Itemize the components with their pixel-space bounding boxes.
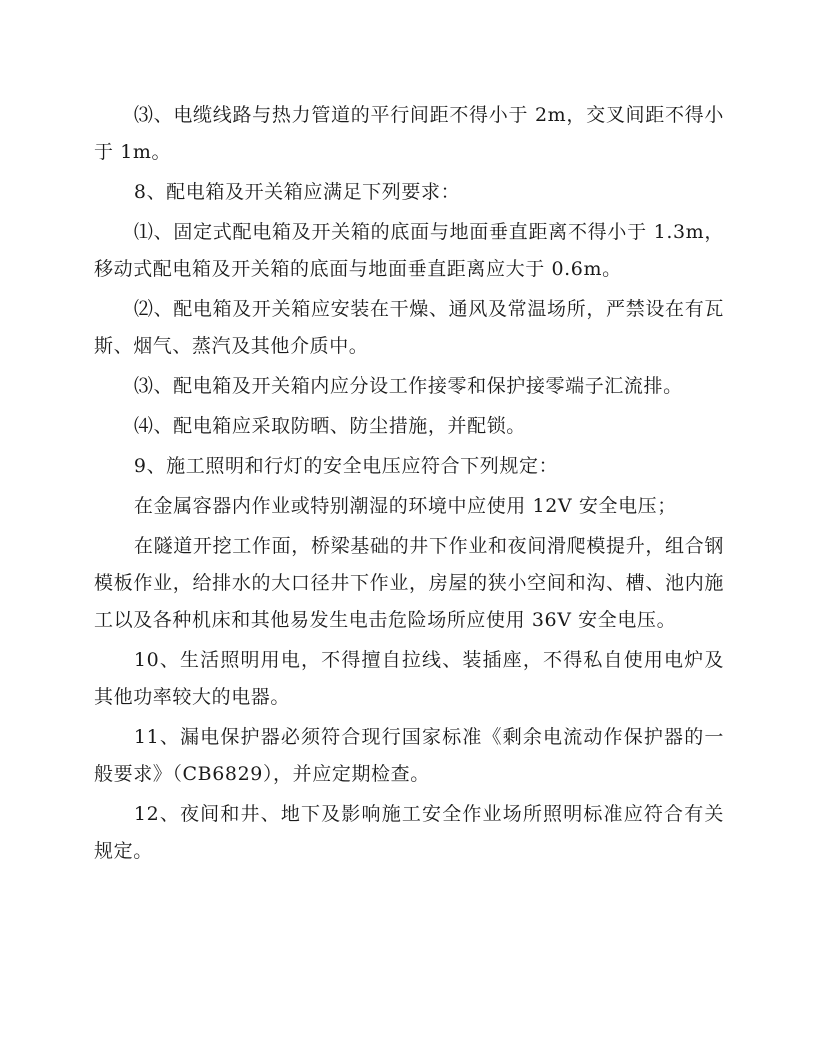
- paragraph-box-height: ⑴、固定式配电箱及开关箱的底面与地面垂直距离不得小于 1.3m，移动式配电箱及开关箱的底面与地面垂直距离应大于 0.6m。: [94, 221, 724, 280]
- paragraph-item-8-heading: 8、配电箱及开关箱应满足下列要求：: [133, 181, 461, 203]
- paragraph-box-location: ⑵、配电箱及开关箱应安装在干燥、通风及常温场所，严禁设在有瓦斯、烟气、蒸汽及其他介质中。: [94, 298, 724, 357]
- paragraph-cable-spacing: ⑶、电缆线路与热力管道的平行间距不得小于 2m，交叉间距不得小于 1m。: [94, 104, 724, 163]
- paragraph-item-9-heading: 9、施工照明和行灯的安全电压应符合下列规定：: [133, 455, 559, 477]
- paragraph-item-11: 11、漏电保护器必须符合现行国家标准《剩余电流动作保护器的一般要求》（CB6829），并应定期检查。: [94, 726, 724, 785]
- paragraph-box-lock: ⑷、配电箱应采取防晒、防尘措施，并配锁。: [133, 415, 526, 437]
- paragraph-busbar: ⑶、配电箱及开关箱内应分设工作接零和保护接零端子汇流排。: [133, 375, 683, 397]
- paragraph-item-12: 12、夜间和井、地下及影响施工安全作业场所照明标准应符合有关规定。: [94, 803, 724, 862]
- paragraph-item-10: 10、生活照明用电，不得擅自拉线、装插座，不得私自使用电炉及其他功率较大的电器。: [94, 649, 724, 708]
- paragraph-36v: 在隧道开挖工作面，桥梁基础的井下作业和夜间滑爬模提升，组合钢模板作业，给排水的大口径井下作业，房屋的狭小空间和沟、槽、池内施工以及各种机床和其他易发生电击危险场所应使用 36V 安全电压。: [94, 535, 724, 631]
- document-page: [94, 97, 724, 873]
- paragraph-12v: 在金属容器内作业或特别潮湿的环境中应使用 12V 安全电压；: [133, 495, 677, 517]
